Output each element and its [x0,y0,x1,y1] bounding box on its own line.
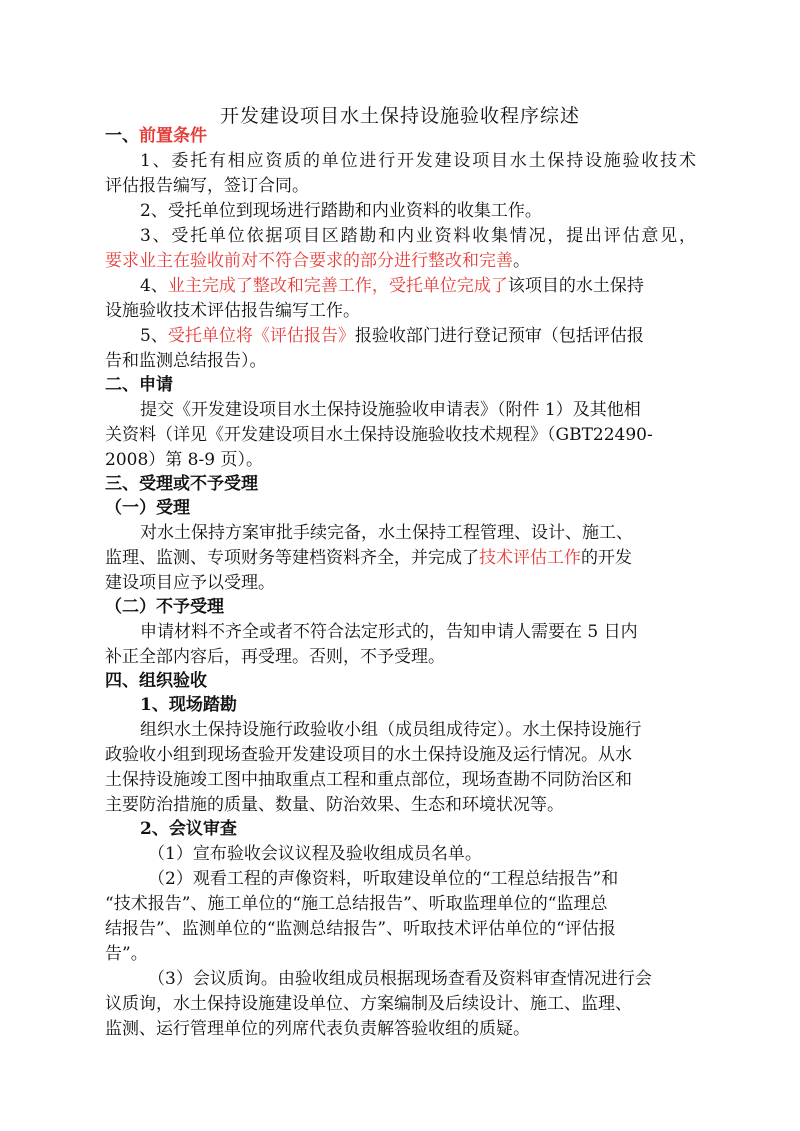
s1-item3-line1: 3、受托单位依据项目区踏勘和内业资料收集情况，提出评估意见， [140,226,696,246]
section-4-heading: 四、组织验收 [105,671,207,691]
s1-item4-num: 4、 [140,276,168,296]
s3-sub1-heading: （一）受理 [105,498,190,518]
s3-p2-line2: 补正全部内容后，再受理。否则，不予受理。 [105,647,445,667]
s4-p1-line3: 土保持设施竣工图中抽取重点工程和重点部位，现场查勘不同防治区和 [105,770,632,790]
s1-item5-line1 [140,326,644,346]
s2-line1: 提交《开发建设项目水土保持设施验收申请表》（附件 1）及其他相 [140,400,641,420]
s4-item2-line2: “技术报告”、施工单位的“施工总结报告”、听取监理单位的“监理总 [105,894,608,914]
section-1-title: 前置条件 [139,126,207,146]
s1-item4-line2: 设施验收技术评估报告编写工作。 [105,301,360,321]
s4-item3-line2: 议质询，水土保持设施建设单位、方案编制及后续设计、施工、监理、 [105,994,632,1014]
s1-item4-highlight: 业主完成了整改和完善工作，受托单位完成了 [167,276,508,296]
s3-p2-line1: 申请材料不齐全或者不符合法定形式的，告知申请人需要在 5 日内 [140,622,638,642]
s4-p1-line2: 政验收小组到现场查验开发建设项目的水土保持设施及运行情况。从水 [105,745,632,765]
s1-item1-line1: 1、委托有相应资质的单位进行开发建设项目水土保持设施验收技术 [140,151,696,171]
s1-item4-line1 [140,276,644,296]
s1-item5-rest: 报验收部门进行登记预审（包括评估报 [354,326,644,346]
section-2-heading: 二、申请 [105,375,173,395]
document-title: 开发建设项目水土保持设施验收程序综述 [219,105,580,127]
s3-p1-line2 [105,548,632,568]
s3-sub2-heading: （二）不予受理 [105,597,224,617]
s1-item3-highlight: 要求业主在验收前对不符合要求的部分进行整改和完善 [105,251,513,271]
s1-item3-line2 [105,251,530,271]
s1-item3-end: 。 [513,251,530,271]
s2-line2: 关资料（详见《开发建设项目水土保持设施验收技术规程》（GBT22490- [105,425,653,445]
s4-p1-line1: 组织水土保持设施行政验收小组（成员组成待定）。水土保持设施行 [140,720,642,740]
s1-item5-num: 5、 [140,326,168,346]
s3-p1-line2-b: 的开发 [581,548,632,568]
s4-item2-line1: （2）观看工程的声像资料，听取建设单位的“工程总结报告”和 [148,869,619,889]
s2-line3: 2008）第 8-9 页）。 [105,450,263,470]
s4-item2-line4: 告”。 [105,944,148,964]
s3-p1-highlight: 技术评估工作 [479,548,581,568]
s3-p1-line1: 对水土保持方案审批手续完备，水土保持工程管理、设计、施工、 [140,523,633,543]
s4-item3-line1: （3）会议质询。由验收组成员根据现场查看及资料审查情况进行会 [148,969,652,989]
s4-p1-line4: 主要防治措施的质量、数量、防治效果、生态和环境状况等。 [105,795,564,815]
s4-sub2-heading: 2、会议审查 [140,819,237,839]
s4-item3-line3: 监测、运行管理单位的列席代表负责解答验收组的质疑。 [105,1019,530,1039]
section-3-heading: 三、受理或不予受理 [105,474,258,494]
s4-item1: （1）宣布验收会议议程及验收组成员名单。 [148,844,482,864]
s1-item4-rest: 该项目的水土保持 [507,276,644,296]
s1-item2: 2、受托单位到现场进行踏勘和内业资料的收集工作。 [140,201,542,221]
section-1-number: 一、 [105,126,139,146]
s1-item5-line2: 告和监测总结报告）。 [105,351,267,371]
section-1-heading [105,126,207,146]
s4-sub1-heading: 1、现场踏勘 [140,695,237,715]
s4-item2-line3: 结报告”、监测单位的“监测总结报告”、听取技术评估单位的“评估报 [105,919,616,939]
s3-p1-line2-a: 监理、监测、专项财务等建档资料齐全，并完成了 [105,548,479,568]
s3-p1-line3: 建设项目应予以受理。 [105,573,275,593]
s1-item1-line2: 评估报告编写，签订合同。 [105,176,309,196]
s1-item5-highlight: 受托单位将《评估报告》 [167,326,355,346]
